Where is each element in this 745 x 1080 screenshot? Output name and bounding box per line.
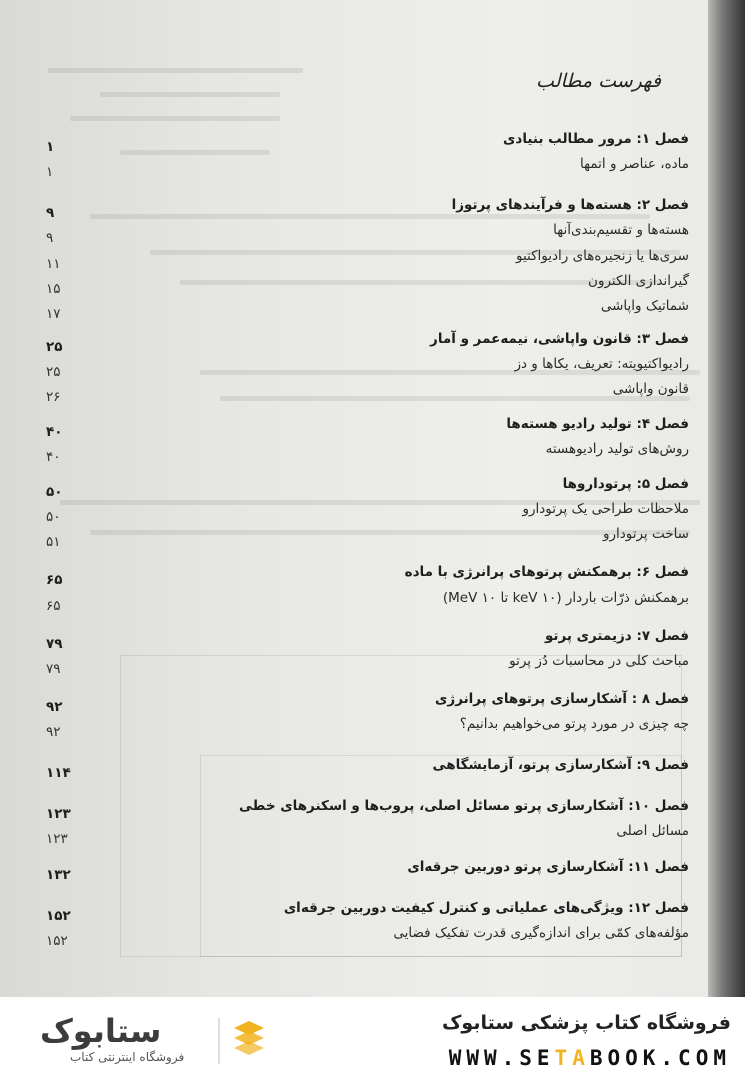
- toc-page-number: ۱۵: [46, 281, 61, 297]
- logo-wordmark: ستابوک: [40, 1012, 162, 1050]
- url-accent: TA: [554, 1046, 590, 1070]
- toc-section-title: رادیواکتیویته: تعریف، یکاها و دز: [514, 356, 689, 372]
- toc-page-number: ۱۷: [46, 306, 61, 322]
- book-binding-shadow: [708, 0, 745, 997]
- toc-page-number: ۱۵۲: [46, 933, 68, 949]
- toc-page-number: ۵۱: [46, 534, 61, 550]
- bleed-through-line: [100, 92, 280, 97]
- toc-section-title: ملاحظات طراحی یک پرتودارو: [522, 501, 689, 517]
- logo-divider: [218, 1018, 220, 1064]
- toc-page-number: ۱۲۳: [46, 831, 68, 847]
- toc-section-title: مسائل اصلی: [616, 823, 689, 839]
- toc-page-number: ۱: [46, 139, 55, 155]
- toc-chapter-title: فصل ۱۰: آشکارسازی پرتو مسائل اصلی، پروب‌ها و اسکنرهای خطی: [239, 798, 689, 814]
- toc-page-number: ۱۱: [46, 256, 61, 272]
- bleed-through-line: [90, 214, 650, 219]
- bleed-through-line: [120, 150, 270, 155]
- toc-chapter-title: فصل ۱۱: آشکارسازی پرتو دوربین جرقه‌ای: [407, 859, 689, 875]
- store-url[interactable]: [449, 1046, 731, 1070]
- toc-page-number: ۴۰: [46, 424, 63, 440]
- toc-page-number: ۹: [46, 230, 54, 246]
- toc-section-title: مؤلفه‌های کمّی برای اندازه‌گیری قدرت تفکیک فضایی: [393, 925, 689, 941]
- toc-page-number: ۷۹: [46, 636, 63, 652]
- toc-chapter-title: فصل ۴: تولید رادیو هسته‌ها: [506, 416, 689, 432]
- toc-section-title: چه چیزی در مورد پرتو می‌خواهیم بدانیم؟: [459, 716, 689, 732]
- store-logo: [30, 1012, 288, 1070]
- toc-page-number: ۷۹: [46, 661, 61, 677]
- toc-page-number: ۲۶: [46, 389, 61, 405]
- logo-subtitle: فروشگاه اینترنتی کتاب: [70, 1050, 185, 1064]
- bleed-through-line: [70, 116, 280, 121]
- toc-page-number: ۵۰: [46, 509, 61, 525]
- store-name: فروشگاه کتاب پزشکی ستابوک: [441, 1012, 731, 1034]
- toc-page-number: ۱۲۳: [46, 806, 71, 822]
- toc-section-title: ساخت پرتودارو: [602, 526, 689, 542]
- toc-chapter-title: فصل ۶: برهمکنش پرتوهای پرانرژی با ماده: [404, 564, 689, 580]
- url-prefix: WWW.SE: [448, 1046, 555, 1070]
- toc-page-number: ۵۰: [46, 484, 63, 500]
- toc-page-number: ۴۰: [46, 449, 61, 465]
- toc-page-number: ۶۵: [46, 572, 63, 588]
- toc-chapter-title: فصل ۸ : آشکارسازی پرتوهای پرانرژی: [435, 691, 689, 707]
- toc-section-title: سری‌ها یا زنجیره‌های رادیواکتیو: [515, 248, 689, 264]
- toc-page-number: ۲۵: [46, 364, 61, 380]
- book-stack-icon: [230, 1020, 268, 1060]
- toc-section-title: برهمکنش ذرّات باردار (۱۰ keV تا ۱۰ MeV): [442, 590, 689, 606]
- toc-page-number: ۱: [46, 164, 54, 180]
- toc-page-number: ۱۵۲: [46, 908, 71, 924]
- toc-page-number: ۲۵: [46, 339, 63, 355]
- toc-page-number: ۹۲: [46, 724, 61, 740]
- toc-section-title: شماتیک واپاشی: [600, 298, 689, 314]
- toc-page-number: ۱۳۲: [46, 867, 71, 883]
- toc-section-title: قانون واپاشی: [612, 381, 689, 397]
- page-title: فهرست مطالب: [536, 70, 661, 92]
- toc-page-number: ۱۱۴: [46, 765, 71, 781]
- toc-chapter-title: فصل ۱۲: ویژگی‌های عملیاتی و کنترل کیفیت دوربین جرقه‌ای: [283, 900, 689, 916]
- toc-chapter-title: فصل ۱: مرور مطالب بنیادی: [503, 131, 689, 147]
- toc-page-number: ۶۵: [46, 598, 61, 614]
- url-suffix: BOOK.COM: [589, 1046, 731, 1070]
- toc-chapter-title: فصل ۵: پرتودارو‌ها: [562, 476, 689, 492]
- toc-section-title: روش‌های تولید رادیوهسته: [545, 441, 689, 457]
- toc-section-title: گیراندازی الکترون: [588, 273, 689, 289]
- toc-chapter-title: فصل ۷: دزیمتری پرتو: [544, 628, 689, 644]
- toc-section-title: ماده، عناصر و اتمها: [580, 156, 689, 172]
- toc-page-number: ۹۲: [46, 699, 63, 715]
- toc-section-title: مباحث کلی در محاسبات دُز پرتو: [509, 653, 689, 669]
- toc-chapter-title: فصل ۳: قانون واپاشی، نیمه‌عمر و آمار: [430, 331, 689, 347]
- toc-section-title: هسته‌ها و تقسیم‌بندی‌آنها: [553, 222, 689, 238]
- bleed-through-line: [90, 530, 690, 535]
- bleed-through-line: [48, 68, 303, 73]
- toc-page-number: ۹: [46, 205, 55, 221]
- toc-chapter-title: فصل ۲: هسته‌ها و فرآیندهای پرتوزا: [451, 197, 689, 213]
- toc-chapter-title: فصل ۹: آشکارسازی پرتو، آزمایشگاهی: [432, 757, 689, 773]
